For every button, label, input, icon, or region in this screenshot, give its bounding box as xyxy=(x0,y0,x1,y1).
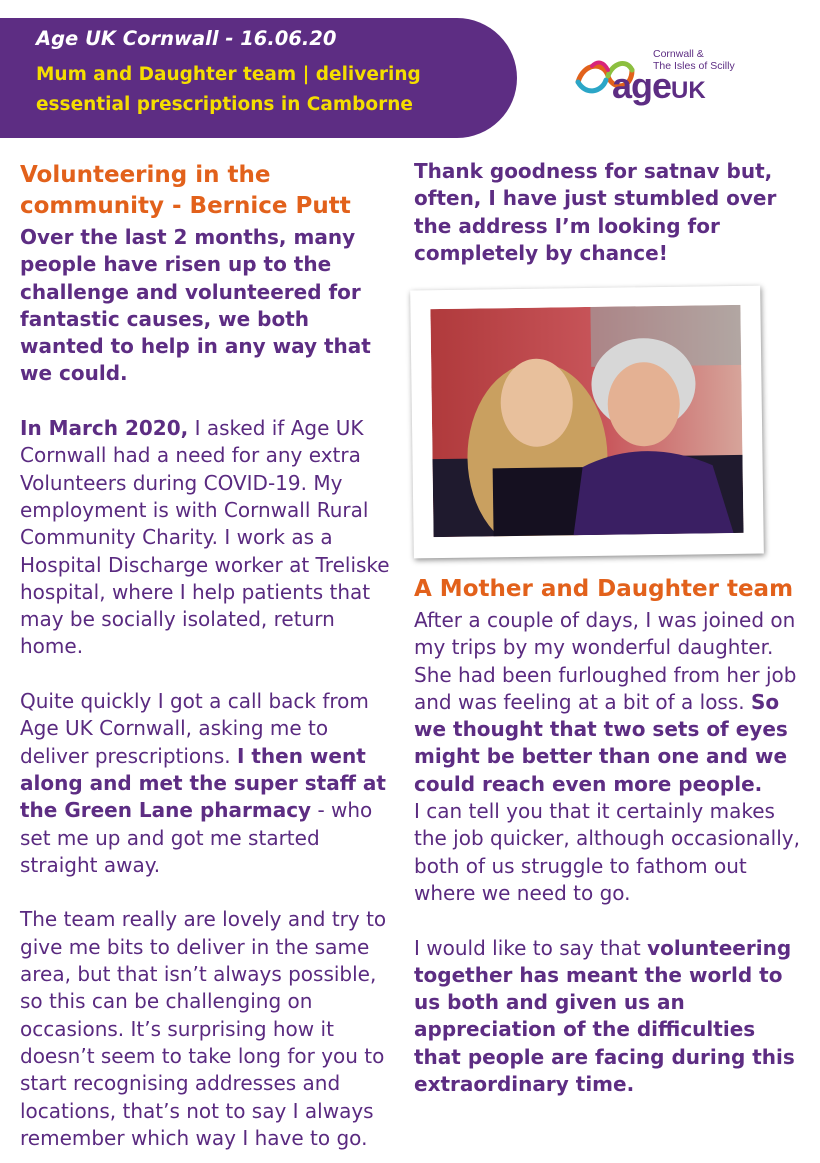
paragraph-team xyxy=(20,906,392,1152)
paragraph-daughter xyxy=(414,607,804,798)
logo-wordmark-age: age xyxy=(612,65,672,106)
paragraph-team-bold: Thank goodness for satnav but, often, I have just stumbled over the address I’m looking for completely by chance! xyxy=(414,159,777,265)
paragraph-march-text: I asked if Age UK Cornwall had a need for any extra Volunteers during COVID-19. My employment is with Cornwall Rural Community Charity. I work as a Hospital Discharge worker at Treliske hospital, where I help patients that may be socially isolated, return home. xyxy=(20,416,390,659)
section-heading: A Mother and Daughter team xyxy=(414,576,794,602)
logo-tagline-line-1: Cornwall & xyxy=(653,48,704,60)
article-title-line-2: community - Bernice Putt xyxy=(20,193,351,219)
paragraph-quicker: I can tell you that it certainly makes the job quicker, although occasionally, both of us struggle to fathom out where we need to go. xyxy=(414,799,800,905)
paragraph-callback-start: Quite quickly I got a call back from Age UK Cornwall, asking me to deliver prescriptions. xyxy=(20,689,369,768)
intro-text: Over the last 2 months, many people have risen up to the challenge and volunteered for fantastic causes, we both wanted to help in any way that we could. xyxy=(20,225,371,386)
logo-wordmark xyxy=(612,65,706,109)
paragraph-team-continued xyxy=(414,158,799,267)
photo-frame xyxy=(410,286,764,559)
headline xyxy=(36,60,506,120)
paragraph-daughter-start: After a couple of days, I was joined on my trips by my wonderful daughter. She had been furloughed from her job and was feeling at a bit of a loss. xyxy=(414,608,797,714)
article-title xyxy=(20,160,392,222)
age-uk-logo xyxy=(560,38,800,108)
paragraph-team-start: The team really are lovely and try to give me bits to deliver in the same area, but that isn’t always possible, so this can be challenging on occasions. It’s surprising how it doesn’t seem to take long for you to start recognising addresses and locations, that’s not to say I always remember which way I have to go. xyxy=(20,907,387,1150)
intro-paragraph xyxy=(20,224,392,388)
paragraph-march xyxy=(20,415,392,661)
article-title-line-1: Volunteering in the xyxy=(20,162,271,188)
header-banner xyxy=(0,18,517,138)
right-column-top xyxy=(414,158,799,267)
paragraph-callback xyxy=(20,688,392,879)
right-column-bottom xyxy=(414,574,804,1098)
date-line: Age UK Cornwall - 16.06.20 xyxy=(36,27,337,50)
paragraph-closing xyxy=(414,935,804,1099)
paragraph-closing-start: I would like to say that xyxy=(414,935,648,960)
paragraph-callback-end: - who set me up and got me started straight away. xyxy=(20,798,373,877)
paragraph-closing-bold: volunteering together has meant the world to us both and given us an appreciation of the difficulties that people are facing during this extraordinary time. xyxy=(414,935,795,1097)
mother-daughter-photo xyxy=(430,305,743,537)
paragraph-callback-bold: I then went along and met the super staff at the Green Lane pharmacy xyxy=(20,743,386,823)
paragraph-march-bold: In March 2020, xyxy=(20,416,189,441)
paragraph-daughter-bold: So we thought that two sets of eyes might be better than one and we could reach even more people. xyxy=(414,689,788,796)
logo-tagline-line-2: The Isles of Scilly xyxy=(653,60,735,72)
headline-line-2: essential prescriptions in Camborne xyxy=(36,94,413,115)
logo-wordmark-uk: UK xyxy=(671,77,706,104)
headline-line-1: Mum and Daughter team | delivering xyxy=(36,64,421,85)
left-column xyxy=(20,160,392,1152)
